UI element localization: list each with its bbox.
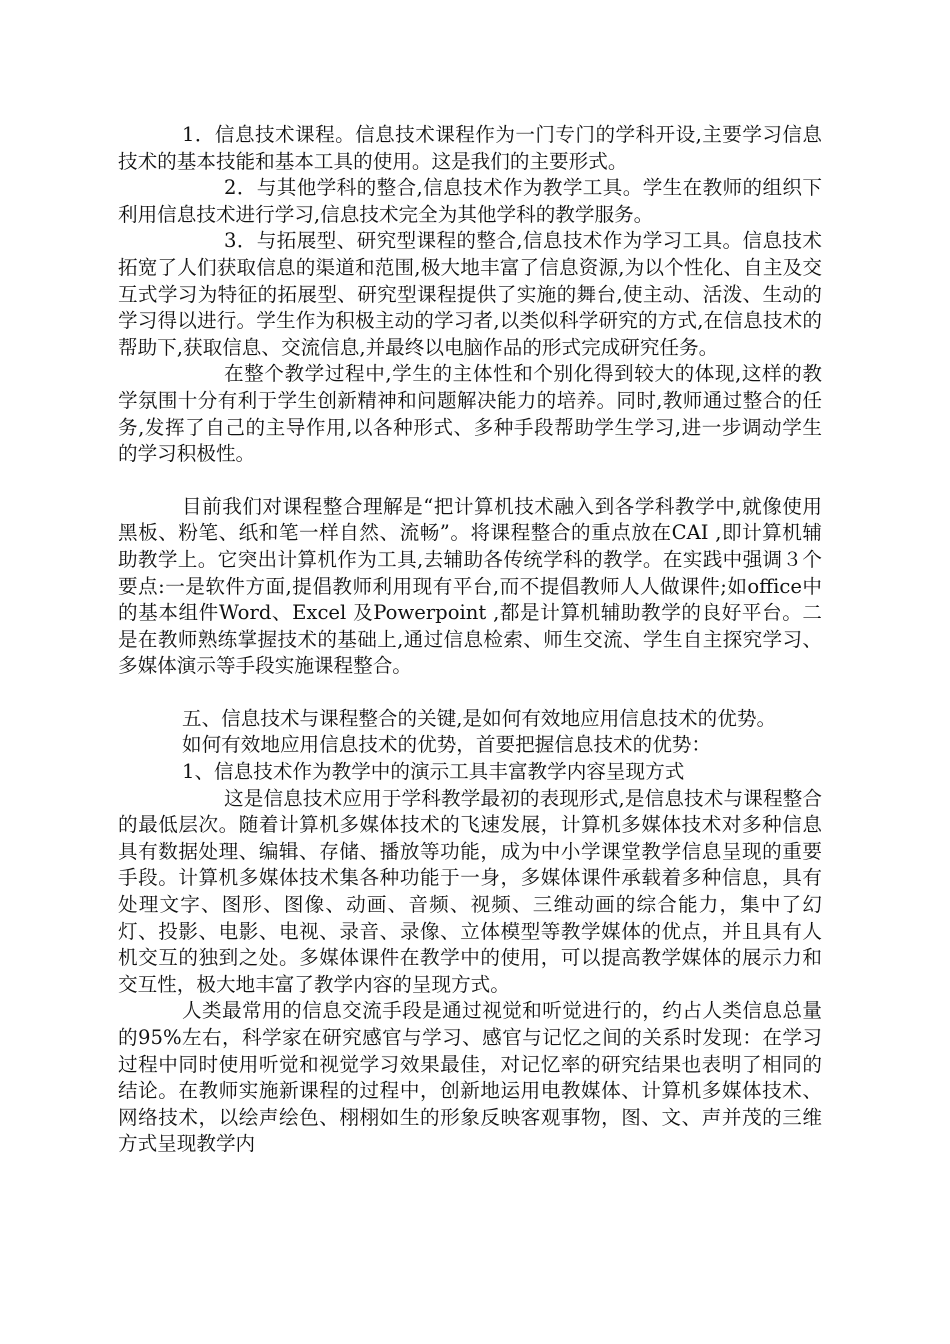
paragraph-7: 这是信息技术应用于学科教学最初的表现形式,是信息技术与课程整合的最低层次。随着计算机多媒体技术的飞速发展，计算机多媒体技术对多种信息具有数据处理、编辑、存储、播放等功能，成为中小学课堂教学信息呈现的重要手段。计算机多媒体技术集各种功能于一身，多媒体课件承载着多种信息，具有处理文字、图形、图像、动画、音频、视频、三维动画的综合能力，集中了幻灯、投影、电影、电视、录音、录像、立体模型等教学媒体的优点，并且具有人机交互的独到之处。多媒体课件在教学中的使用，可以提高教学媒体的展示力和交互性，极大地丰富了教学内容的呈现方式。 [118, 786, 822, 996]
document-page [118, 122, 822, 1158]
paragraph-6: 如何有效地应用信息技术的优势，首要把握信息技术的优势： [182, 733, 712, 757]
paragraph-3: 3．与拓展型、研究型课程的整合,信息技术作为学习工具。信息技术拓宽了人们获取信息的渠道和范围,极大地丰富了信息资源,为以个性化、自主及交互式学习为特征的拓展型、研究型课程提供了实施的舞台,使主动、活泼、生动的学习得以进行。学生作为积极主动的学习者,以类似科学研究的方式,在信息技术的帮助下,获取信息、交流信息,并最终以电脑作品的形式完成研究任务。 [118, 229, 822, 359]
paragraph-gap [118, 468, 822, 494]
paragraph-gap [118, 680, 822, 706]
paragraph-8: 人类最常用的信息交流手段是通过视觉和听觉进行的，约占人类信息总量的95%左右，科学家在研究感官与学习、感官与记忆之间的关系时发现：在学习过程中同时使用听觉和视觉学习效果最佳，对记忆率的研究结果也表明了相同的结论。在教师实施新课程的过程中，创新地运用电教媒体、计算机多媒体技术、网络技术，以绘声绘色、栩栩如生的形象反映客观事物，图、文、声并茂的三维方式呈现教学内 [118, 999, 822, 1156]
paragraph-5: 目前我们对课程整合理解是“把计算机技术融入到各学科教学中,就像使用黑板、粉笔、纸和笔一样自然、流畅”。将课程整合的重点放在CAI ,即计算机辅助教学上。它突出计算机作为工具,去辅助各传统学科的教学。在实践中强调３个要点:一是软件方面,提倡教师利用现有平台,而不提倡教师人人做课件;如office中的基本组件Word、Excel 及Powerpoint ,都是计算机辅助教学的良好平台。二是在教师熟练掌握技术的基础上,通过信息检索、师生交流、学生自主探究学习、多媒体演示等手段实施课程整合。 [118, 494, 822, 678]
subheading-1: 1、信息技术作为教学中的演示工具丰富教学内容呈现方式 [182, 760, 685, 784]
paragraph-2: 2．与其他学科的整合,信息技术作为教学工具。学生在教师的组织下利用信息技术进行学习,信息技术完全为其他学科的教学服务。 [118, 176, 822, 226]
paragraph-4: 在整个教学过程中,学生的主体性和个别化得到较大的体现,这样的教学氛围十分有利于学生创新精神和问题解决能力的培养。同时,教师通过整合的任务,发挥了自己的主导作用,以各种形式、多种手段帮助学生学习,进一步调动学生的学习积极性。 [118, 362, 822, 466]
section-heading: 五、信息技术与课程整合的关键,是如何有效地应用信息技术的优势。 [182, 706, 777, 730]
paragraph-1: 1．信息技术课程。信息技术课程作为一门专门的学科开设,主要学习信息技术的基本技能和基本工具的使用。这是我们的主要形式。 [118, 123, 822, 173]
